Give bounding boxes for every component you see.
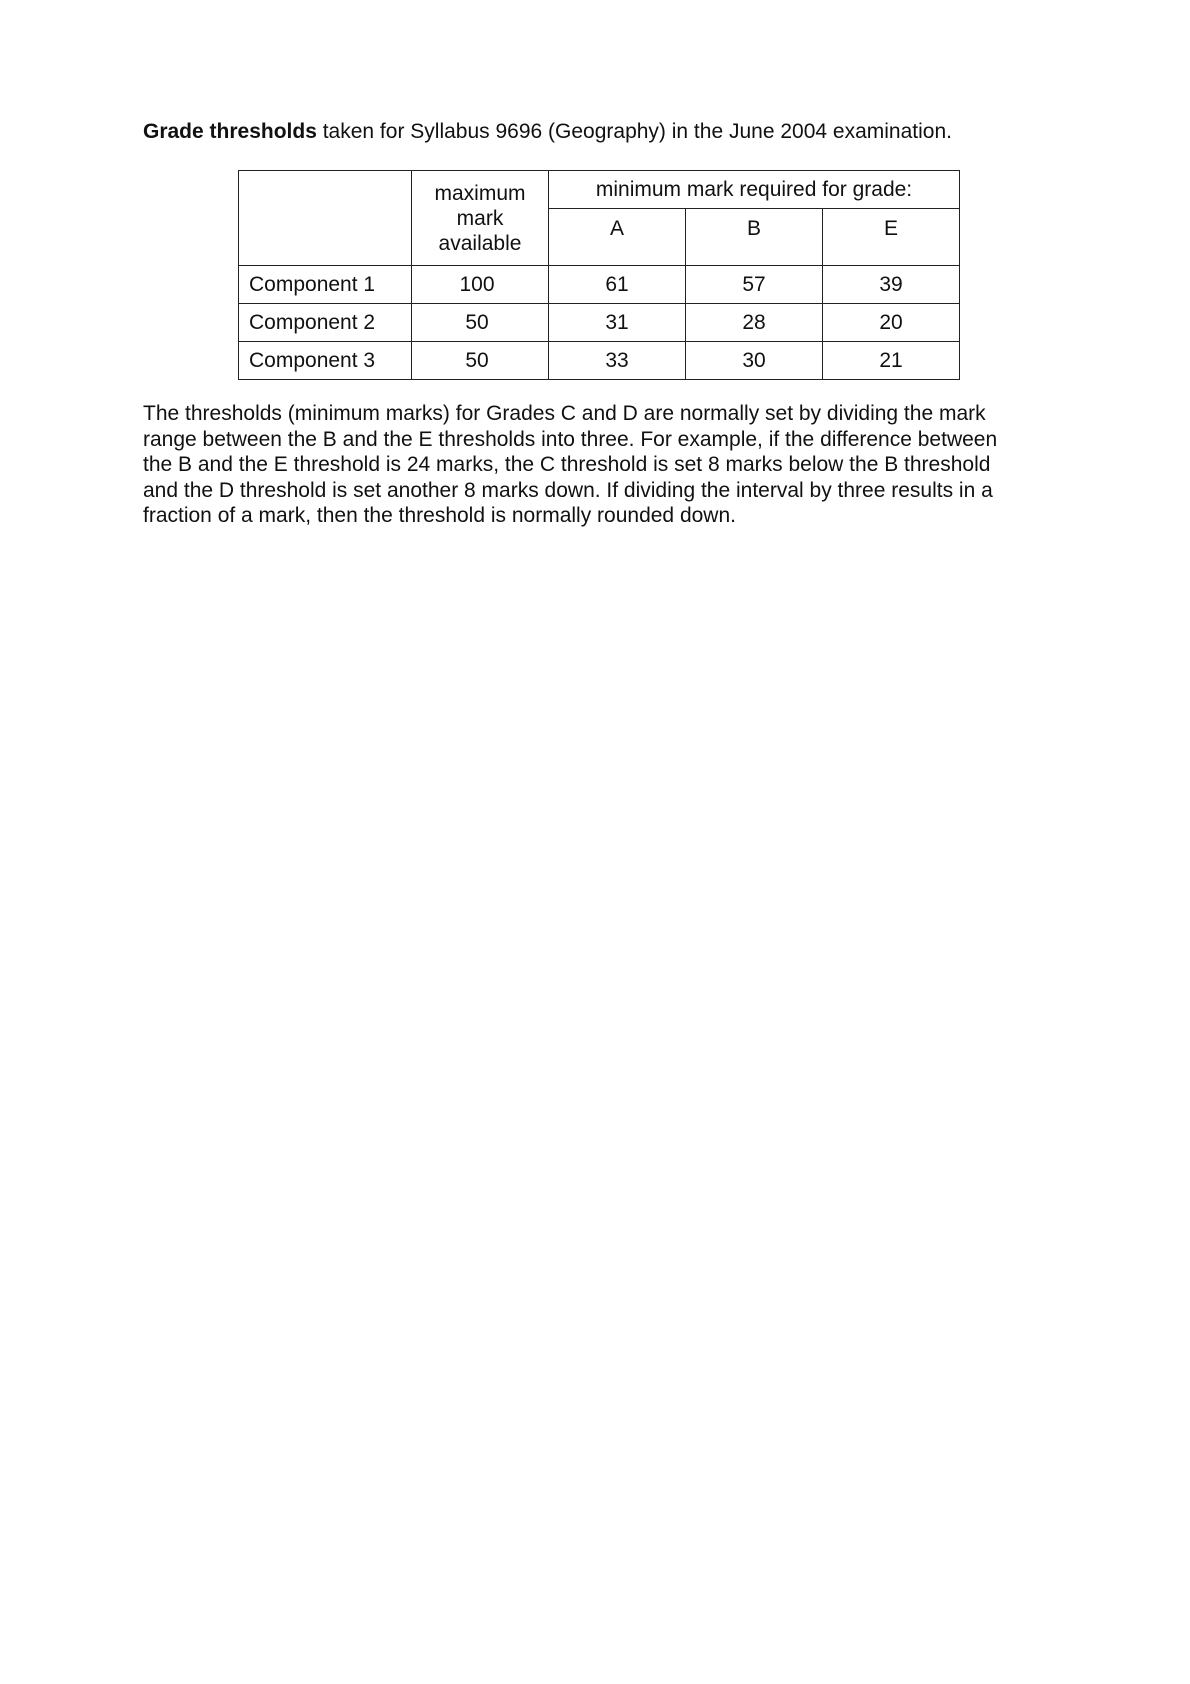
- grade-b-cell: 57: [686, 266, 823, 304]
- grade-e-cell: 39: [823, 266, 960, 304]
- table-row: [239, 342, 960, 380]
- grade-a-cell: 31: [549, 304, 686, 342]
- document-heading: [143, 119, 952, 145]
- header-max-line-1: maximum: [434, 181, 526, 205]
- table-header-row: [239, 171, 960, 209]
- component-label: Component 2: [239, 304, 412, 342]
- heading-rest-text: taken for Syllabus 9696 (Geography) in the June 2004 examination.: [316, 120, 952, 143]
- component-label: Component 1: [239, 266, 412, 304]
- grade-b-cell: 30: [686, 342, 823, 380]
- paragraph-line: and the D threshold is set another 8 marks down. If dividing the interval by three results in a: [143, 478, 993, 502]
- max-mark-cell: 100: [412, 266, 549, 304]
- header-minimum-mark-required: minimum mark required for grade:: [549, 171, 960, 209]
- header-grade-b: B: [686, 209, 823, 266]
- grade-e-cell: 21: [823, 342, 960, 380]
- component-label: Component 3: [239, 342, 412, 380]
- paragraph-line: The thresholds (minimum marks) for Grades C and D are normally set by dividing the mark: [143, 402, 986, 425]
- header-max-line-3: available: [438, 231, 522, 255]
- max-mark-cell: 50: [412, 304, 549, 342]
- header-blank-cell: [239, 171, 412, 266]
- explanation-paragraph: [143, 401, 1063, 529]
- grade-thresholds-table: [238, 170, 960, 380]
- header-grade-e: E: [823, 209, 960, 266]
- header-max-line-2: mark: [456, 206, 504, 230]
- table-row: [239, 266, 960, 304]
- paragraph-line: range between the B and the E thresholds into three. For example, if the difference between: [143, 427, 998, 451]
- grade-e-cell: 20: [823, 304, 960, 342]
- grade-b-cell: 28: [686, 304, 823, 342]
- table-row: [239, 304, 960, 342]
- grade-a-cell: 33: [549, 342, 686, 380]
- heading-bold-text: Grade thresholds: [143, 120, 317, 143]
- paragraph-line: the B and the E threshold is 24 marks, the C threshold is set 8 marks below the B threshold: [143, 453, 991, 476]
- grade-a-cell: 61: [549, 266, 686, 304]
- header-maximum-mark-available: [412, 171, 549, 266]
- max-mark-cell: 50: [412, 342, 549, 380]
- paragraph-line: fraction of a mark, then the threshold is normally rounded down.: [143, 504, 736, 527]
- header-grade-a: A: [549, 209, 686, 266]
